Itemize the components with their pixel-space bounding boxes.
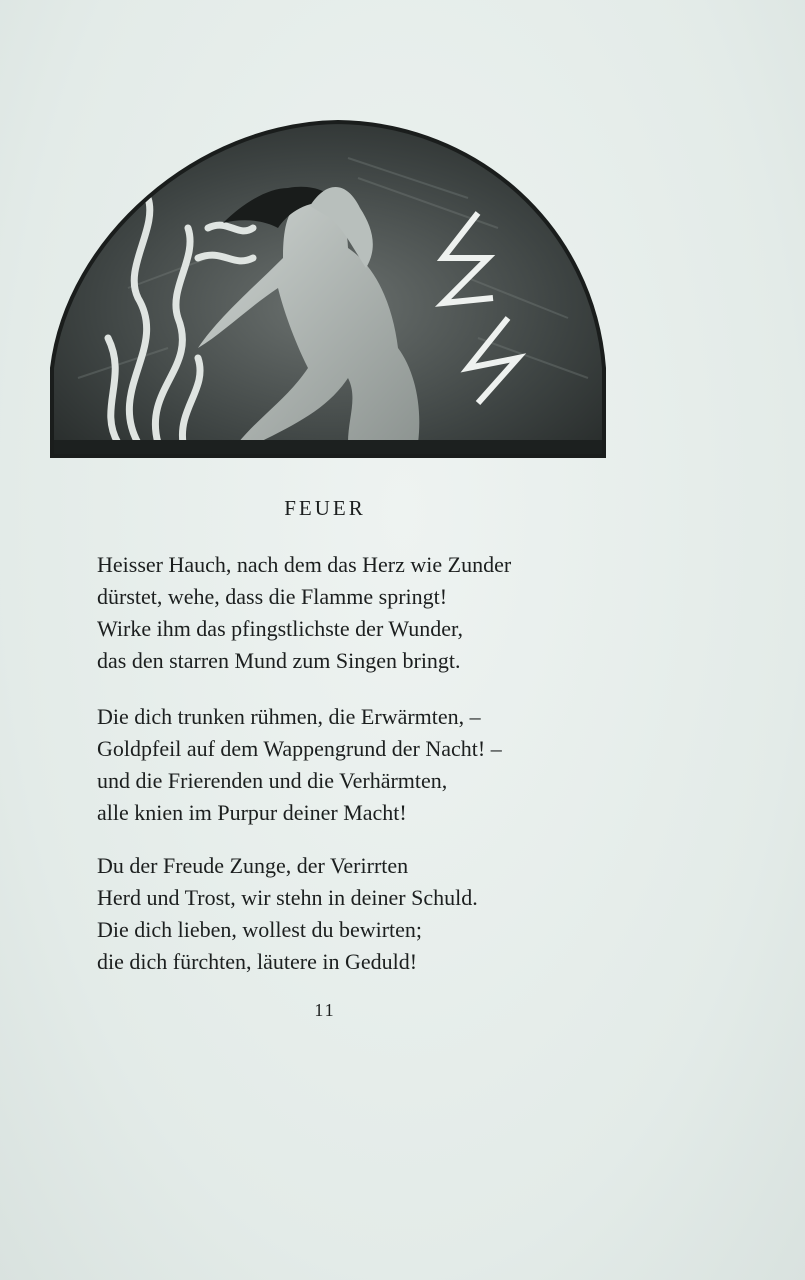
verse-line: dürstet, wehe, dass die Flamme springt! — [97, 584, 448, 609]
verse-line: das den starren Mund zum Singen bringt. — [97, 648, 461, 673]
stanza-3 — [97, 850, 637, 978]
verse-line: Die dich trunken rühmen, die Erwärmten, – — [97, 704, 481, 729]
verse-line: und die Frierenden und die Verhärmten, — [97, 768, 448, 793]
verse-line: Die dich lieben, wollest du bewirten; — [97, 917, 423, 942]
verse-line: die dich fürchten, läutere in Geduld! — [97, 949, 418, 974]
stanza-2 — [97, 701, 637, 829]
verse-line: Du der Freude Zunge, der Verirrten — [97, 853, 409, 878]
stanza-1 — [97, 549, 637, 677]
woodcut-illustration-icon — [48, 118, 608, 460]
page-number: 11 — [314, 1000, 336, 1020]
verse-line: alle knien im Purpur deiner Macht! — [97, 800, 407, 825]
verse-line: Heisser Hauch, nach dem das Herz wie Zunder — [97, 552, 512, 577]
verse-line: Herd und Trost, wir stehn in deiner Schuld. — [97, 885, 478, 910]
poem-title: FEUER — [284, 496, 366, 520]
verse-line: Wirke ihm das pfingstlichste der Wunder, — [97, 616, 463, 641]
verse-line: Goldpfeil auf dem Wappengrund der Nacht! – — [97, 736, 502, 761]
